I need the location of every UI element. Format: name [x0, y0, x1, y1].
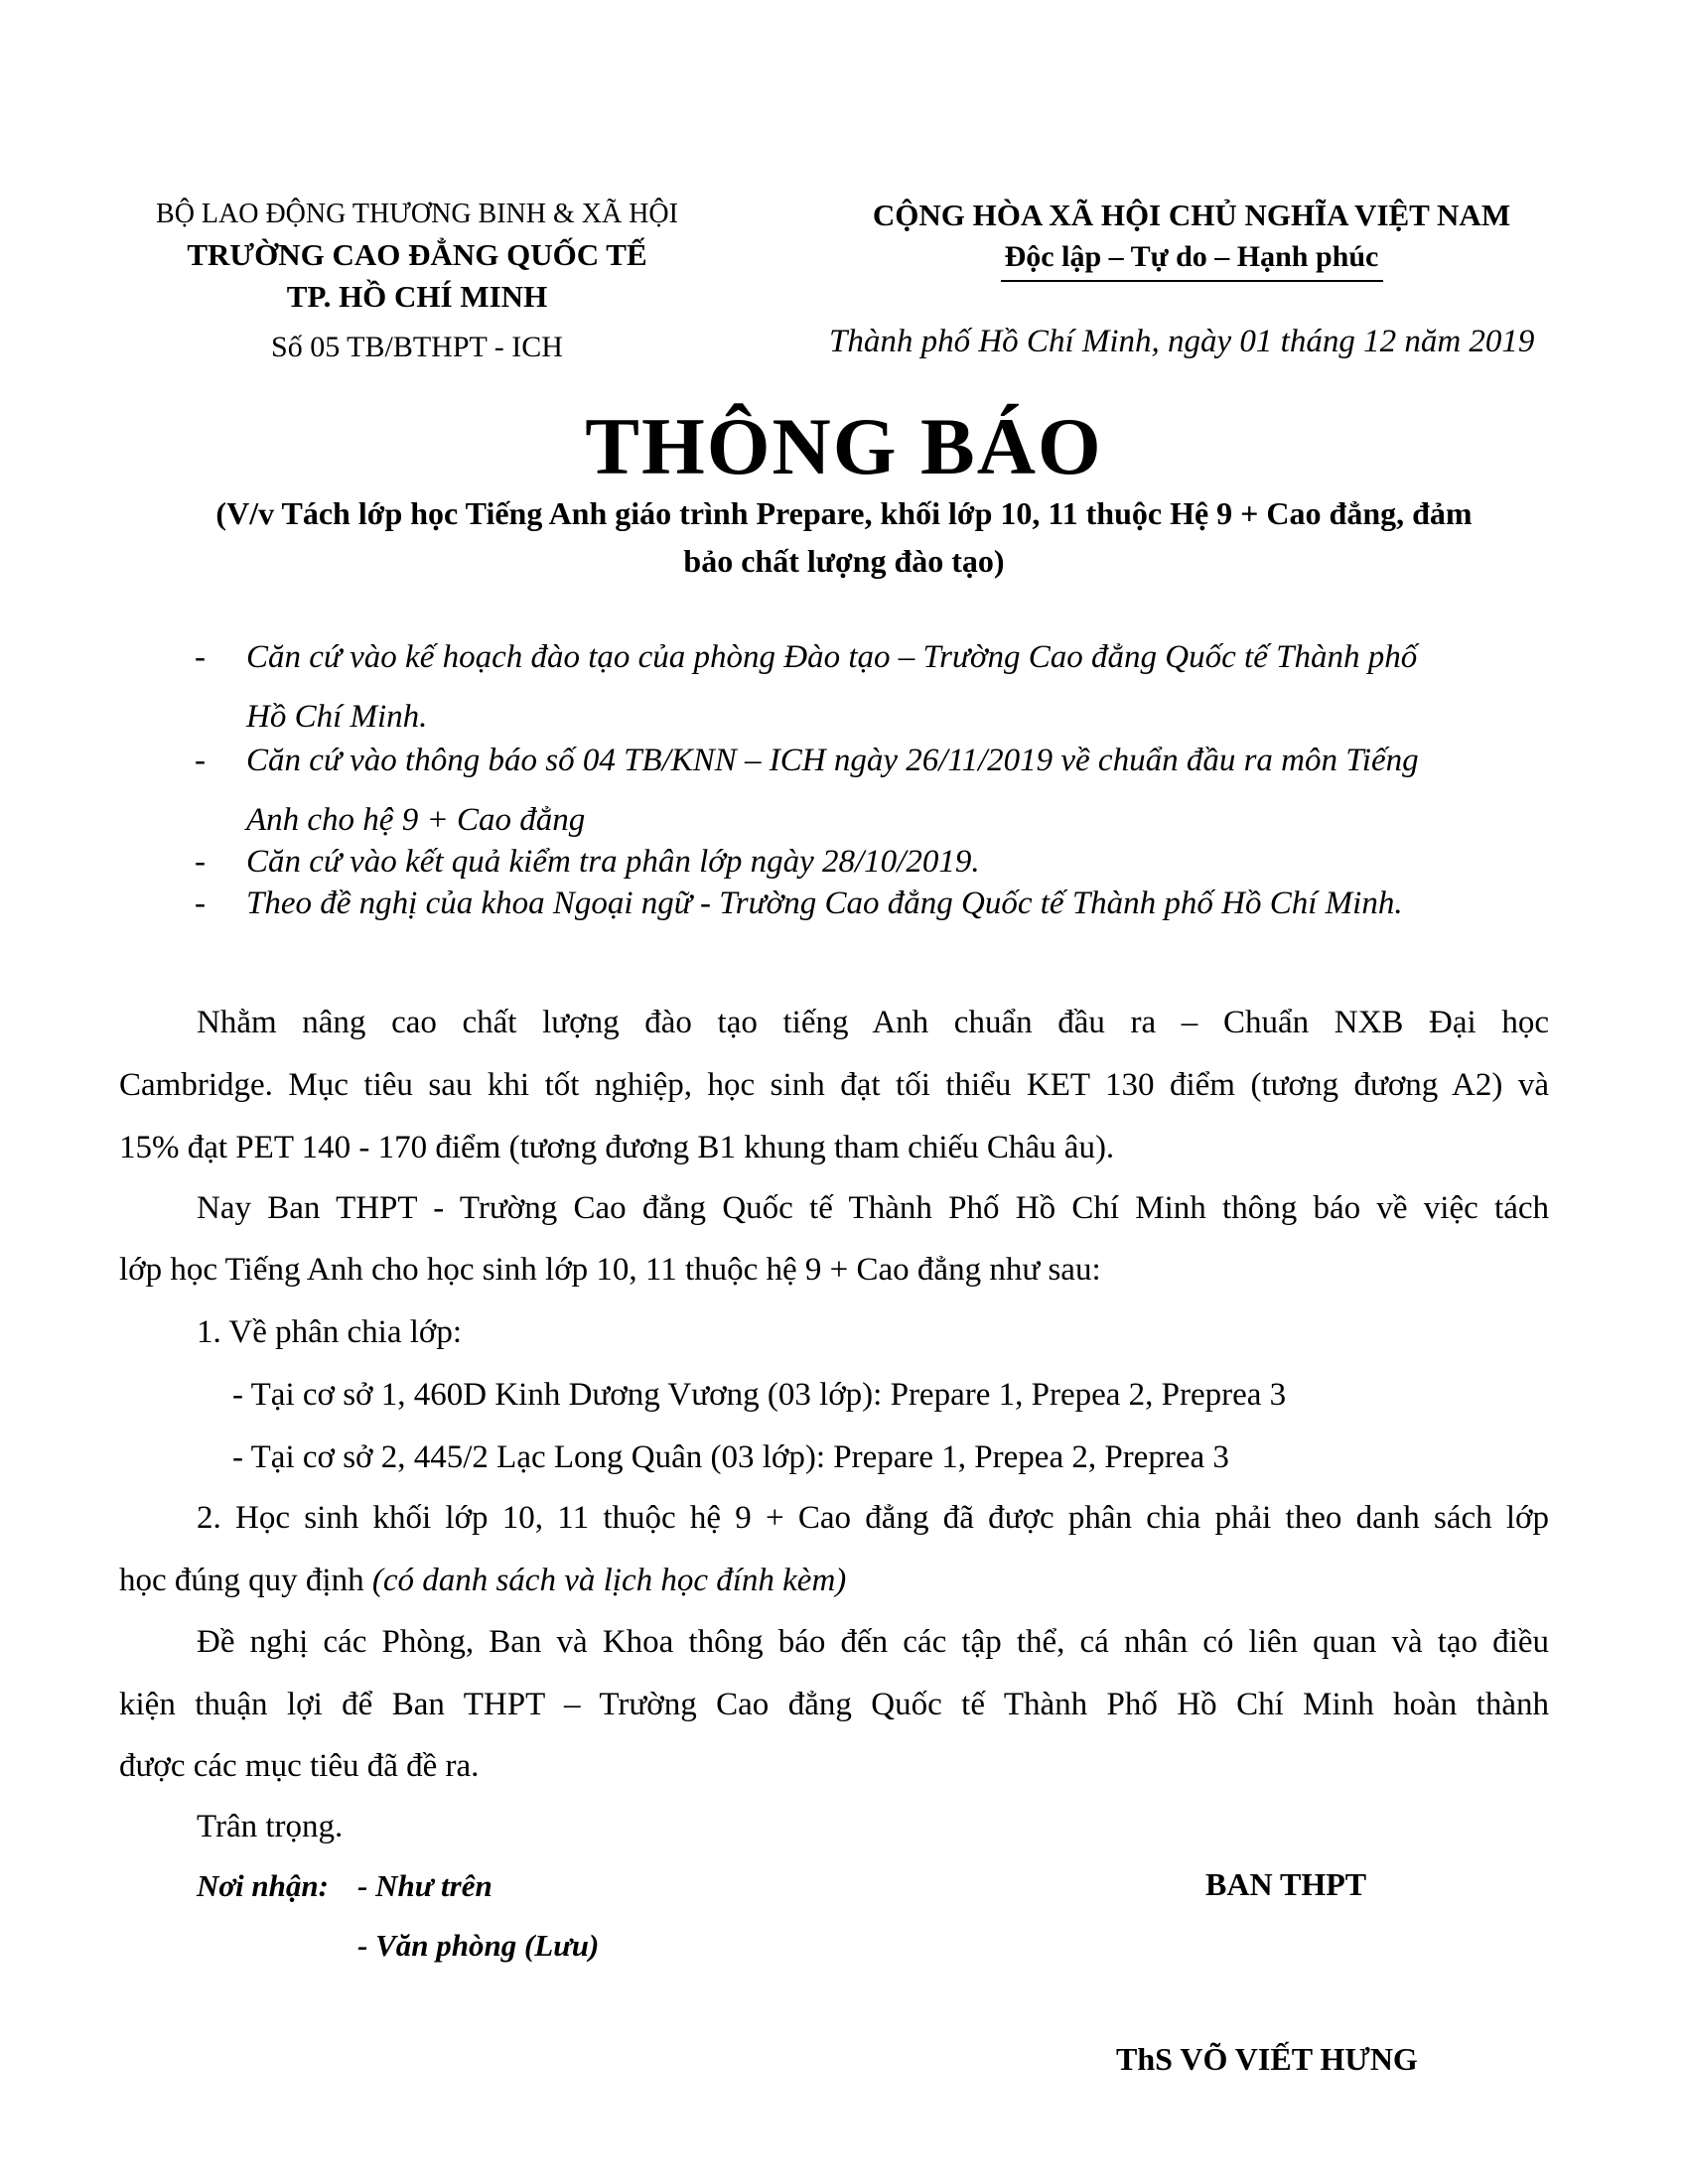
paragraph-1-line-3: 15% đạt PET 140 - 170 điểm (tương đương B1 khung tham chiếu Châu âu).: [119, 1130, 1115, 1165]
issue-date: Thành phố Hồ Chí Minh, ngày 01 tháng 12 năm 2019: [829, 324, 1535, 359]
basis-text: Căn cứ vào kết quả kiểm tra phân lớp ngày 28/10/2019.: [246, 844, 980, 880]
school-name-line2: TP. HỒ CHÍ MINH: [286, 279, 548, 314]
subtitle-line1: (V/v Tách lớp học Tiếng Anh giáo trình Prepare, khối lớp 10, 11 thuộc Hệ 9 + Cao đẳng, đảm: [215, 495, 1473, 531]
item-1-heading: 1. Về phân chia lớp:: [197, 1314, 463, 1350]
basis-text: Căn cứ vào thông báo số 04 TB/KNN – ICH ngày 26/11/2019 về chuẩn đầu ra môn Tiếng: [246, 743, 1419, 778]
signer-name: ThS VÕ VIẾT HƯNG: [1116, 2041, 1418, 2077]
paragraph-3-line-3: được các mục tiêu đã đề ra.: [119, 1748, 480, 1784]
motto-underline: [1001, 280, 1383, 282]
bullet-dash: -: [195, 743, 206, 778]
document-number: Số 05 TB/BTHPT - ICH: [271, 331, 563, 363]
item-2-line-1: 2. Học sinh khối lớp 10, 11 thuộc hệ 9 + Cao đẳng đã được phân chia phải theo danh sách lớp: [197, 1500, 1549, 1536]
national-motto: Độc lập – Tự do – Hạnh phúc: [1004, 240, 1379, 273]
basis-text: Căn cứ vào kế hoạch đào tạo của phòng Đào tạo – Trường Cao đẳng Quốc tế Thành phố: [246, 639, 1418, 675]
bullet-dash: -: [195, 844, 206, 880]
item-1-campus-1: - Tại cơ sở 1, 460D Kinh Dương Vương (03 lớp): Prepare 1, Prepea 2, Preprea 3: [232, 1377, 1287, 1413]
issuing-agency-block: [119, 195, 715, 371]
document-subtitle: [104, 489, 1584, 585]
ministry-name: BỘ LAO ĐỘNG THƯƠNG BINH & XÃ HỘI: [156, 199, 678, 229]
national-heading-block: [774, 195, 1609, 282]
basis-text: Hồ Chí Minh.: [246, 699, 428, 735]
paragraph-1-line-1: Nhằm nâng cao chất lượng đào tạo tiếng Anh chuẩn đầu ra – Chuẩn NXB Đại học: [197, 1005, 1549, 1040]
subtitle-line2: bảo chất lượng đào tạo): [683, 543, 1005, 579]
recipient-1: - Như trên: [357, 1868, 492, 1903]
document-title: THÔNG BÁO: [585, 401, 1103, 491]
paragraph-1-line-2: Cambridge. Mục tiêu sau khi tốt nghiệp, học sinh đạt tối thiểu KET 130 điểm (tương đương A2) và: [119, 1067, 1549, 1103]
paragraph-3-line-1: Đề nghị các Phòng, Ban và Khoa thông báo đến các tập thể, cá nhân có liên quan và tạo điều: [197, 1624, 1549, 1660]
item-1-campus-2: - Tại cơ sở 2, 445/2 Lạc Long Quân (03 lớp): Prepare 1, Prepea 2, Preprea 3: [232, 1439, 1229, 1475]
item-2-line-2: [119, 1563, 846, 1599]
school-name-line1: TRƯỜNG CAO ĐẲNG QUỐC TẾ: [187, 237, 647, 272]
paragraph-2-line-2: lớp học Tiếng Anh cho học sinh lớp 10, 11 thuộc hệ 9 + Cao đẳng như sau:: [119, 1252, 1101, 1288]
paragraph-3-line-2: kiện thuận lợi để Ban THPT – Trường Cao đẳng Quốc tế Thành Phố Hồ Chí Minh hoàn thành: [119, 1687, 1549, 1722]
basis-text: Theo đề nghị của khoa Ngoại ngữ - Trường Cao đẳng Quốc tế Thành phố Hồ Chí Minh.: [246, 886, 1403, 921]
bullet-dash: -: [195, 886, 206, 921]
recipient-2: - Văn phòng (Lưu): [357, 1928, 600, 1963]
basis-text: Anh cho hệ 9 + Cao đẳng: [246, 802, 586, 838]
paragraph-2-line-1: Nay Ban THPT - Trường Cao đẳng Quốc tế Thành Phố Hồ Chí Minh thông báo về việc tách: [197, 1190, 1549, 1226]
item-2-attachment-note: (có danh sách và lịch học đính kèm): [371, 1563, 847, 1598]
signing-unit: BAN THPT: [1205, 1866, 1367, 1902]
bullet-dash: -: [195, 639, 206, 675]
item-2-text: học đúng quy định: [119, 1563, 372, 1598]
recipients-label: Nơi nhận:: [197, 1868, 329, 1903]
national-title: CỘNG HÒA XÃ HỘI CHỦ NGHĨA VIỆT NAM: [872, 198, 1511, 232]
closing-remark: Trân trọng.: [197, 1809, 344, 1844]
